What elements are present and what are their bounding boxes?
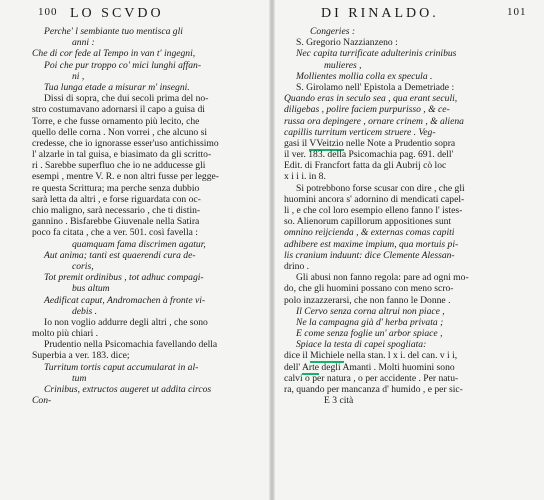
text-line: Aedificat caput, Andromachen à fronte vi- — [44, 294, 206, 306]
text-line: anni : — [72, 37, 95, 49]
text-line: debis . — [72, 305, 98, 317]
text-line: Io non voglio addurre degli altri , che sono — [44, 316, 208, 328]
text-line: Dissi di sopra, che dui secoli prima del no- — [44, 93, 209, 105]
text-line: sarà letta da altri , e forse riguardata con oc- — [32, 193, 201, 205]
text-line: tum — [72, 372, 87, 384]
left-page-header — [0, 6, 268, 22]
text-line: l' alzarle in tal guisa, e biasimato da gli scritto- — [32, 149, 212, 161]
text-line: chio maligno, sarà necessario , che ti distin- — [32, 205, 201, 216]
text-line: S. Gregorio Nazzianzeno : — [296, 37, 398, 49]
underlined-word: VVeitzio — [309, 137, 344, 149]
text-line: re questa Scrittura; ma perche senza dubbio — [32, 182, 200, 194]
left-page-text — [32, 26, 266, 500]
text-line: drino . — [284, 260, 310, 272]
text-line: Mollientes mollia colla ex specula . — [296, 70, 433, 82]
right-page-header — [276, 6, 544, 22]
text-line: E 3 cità — [324, 395, 354, 407]
text-line: Quando eras in seculo sea , qua erant seculi, — [284, 93, 458, 105]
underlined-word: Michiele — [310, 350, 345, 362]
right-page-text — [284, 26, 542, 500]
text-line: Si potrebbono forse scusar con dire , che gli — [296, 182, 465, 194]
text-line: ni , — [72, 70, 85, 82]
text-line: Spiace la testa di capei spogliata: — [296, 339, 427, 351]
text-line: li , e che col loro esempio elleno fanno l' istes- — [284, 205, 463, 216]
text-line: Edit. di Francfort fatta da gli Aubrij cò loc — [284, 160, 447, 172]
text-line: Tua lunga etade a misurar m' insegni. — [44, 81, 190, 93]
text-line: adhibere est maxime impium, qua mortuis pi- — [284, 238, 459, 250]
text-line: coris, — [72, 260, 94, 272]
text-line: Aut anima; tanti est quaerendi cura de- — [44, 249, 196, 261]
text-line: S. Girolamo nell' Epistola a Demetriade : — [296, 81, 455, 93]
text-line: credesse, che io ignorasse esser'uso antichissimo — [32, 137, 219, 149]
text-line: Nec capita turrificate adulterinis crinibus — [296, 48, 457, 60]
text-line: esempi , mentre V. R. e non altri fusse per legge- — [32, 171, 219, 183]
text-line: lis cranium induunt: dice Clemente Alessan- — [284, 249, 455, 261]
text-line: Prudentio nella Psicomachia favellando della — [44, 339, 218, 351]
text-line: Superbia a ver. 183. dice; — [32, 350, 130, 362]
text-line: mulieres , — [324, 59, 362, 71]
text-line: x i i i. in 8. — [284, 171, 326, 183]
text-line: Con- — [32, 395, 52, 407]
text-line: bus altum — [72, 283, 110, 295]
page-number: 101 — [507, 6, 527, 18]
left-page — [0, 0, 268, 500]
text-line: gasi il VVeitzio nelle Note a Prudentio sopra — [284, 137, 456, 149]
text-line: Gli abusi non fanno regola: pare ad ogni mo- — [296, 272, 469, 284]
underlined-word: Arte — [301, 361, 320, 373]
text-line: Ne la campagna già d' herba privata ; — [296, 316, 444, 328]
right-page — [276, 0, 544, 500]
text-line: quello delle corna . Non vorrei , che alcuno si — [32, 126, 208, 138]
text-line: omnino reijcienda , & externas comas capiti — [284, 227, 455, 239]
text-line: Congeries : — [310, 26, 356, 37]
text-line: stro costumavano adornarsi il capo a guisa di — [32, 104, 205, 116]
text-line: poco fa citata , che a ver. 501. così favella : — [32, 227, 198, 239]
text-line: ra, quando per mancanza d' humido , e per sic- — [284, 384, 463, 395]
text-line: capillis turritum verticem struere . Veg- — [284, 126, 436, 138]
text-line: huomini ancora s' adornino di mendicati capel- — [284, 193, 465, 205]
text-line: dell' Arte degli Amanti . Molti huomini sono — [284, 361, 455, 373]
text-line: Il Cervo senza corna altrui non piace , — [296, 305, 445, 317]
text-line: Turritum tortis caput accumularat in al- — [44, 361, 199, 373]
text-line: E come senza foglie un' arbor spiace , — [296, 328, 443, 340]
text-line: so. Alienorum capillorum appositiones sunt — [284, 216, 452, 228]
text-line: gannino . Bisfarebbe Giuvenale nella Satira — [32, 216, 200, 228]
text-line: Poi che pur troppo co' mici lunghi affan- — [44, 59, 202, 71]
text-line: ri . Sarebbe superfluo che io ne adducesse gli — [32, 160, 206, 172]
running-title: LO SCVDO — [70, 6, 164, 21]
text-line: molto più chiari . — [32, 328, 99, 340]
text-line: Che di cor fede al Tempo in van t' ingegni, — [32, 48, 196, 60]
text-line: diligebas , polire faciem purpurisso , & ce- — [284, 104, 450, 116]
text-line: Crinibus, extructos augeret ut addita circos — [44, 384, 212, 395]
text-line: do, che gli huomini possano con meno scro- — [284, 283, 454, 295]
text-line: quamquam fama discrimen agatur, — [72, 238, 206, 250]
running-title: DI RINALDO. — [321, 6, 439, 21]
text-line: Perche' l sembiante tuo mentisca gli — [44, 26, 183, 37]
text-line: russa ora depingere , ornare crinem , & aliena — [284, 115, 464, 127]
text-line: calvi o per natura , o per accidente . Per natu- — [284, 372, 459, 384]
text-line: dice il Michiele nella stan. l x i. del can. v i i, — [284, 350, 458, 362]
page-number: 100 — [38, 6, 58, 18]
text-line: il ver. 183. della Psicomachia pag. 691. dell' — [284, 149, 454, 161]
book-gutter — [269, 0, 275, 500]
text-line: Torre, e che fusse ornamento più lecito, che — [32, 115, 200, 127]
text-line: polo inzazzerarsi, che non fanno le Donne . — [284, 294, 451, 306]
text-line: Tot premit ordinibus , tot adhuc compagi- — [44, 272, 204, 284]
